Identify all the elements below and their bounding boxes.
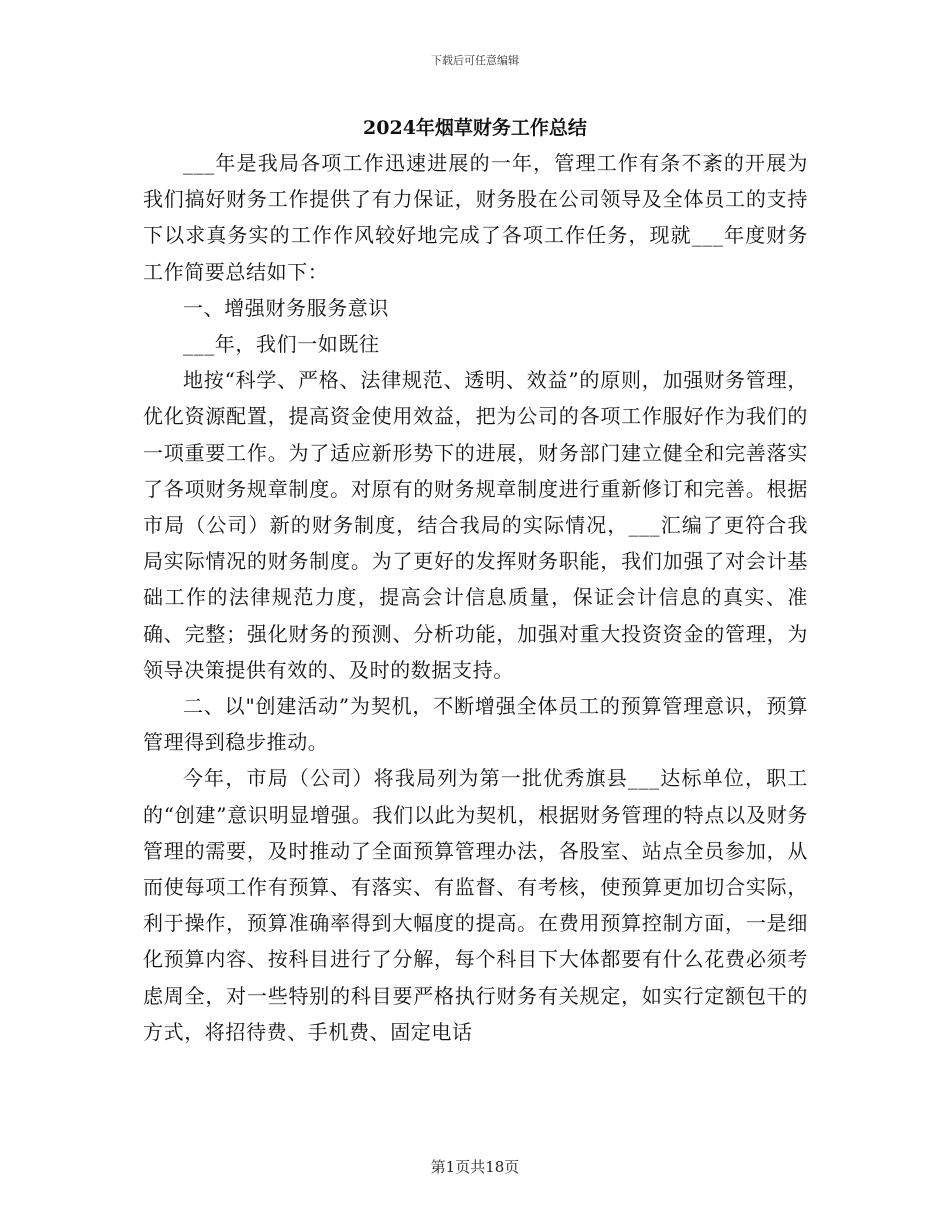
paragraph-section-1-body: 地按“科学、严格、法律规范、透明、效益”的原则，加强财务管理，优化资源配置，提高资金使用效益，把为公司的各项工作服好作为我们的一项重要工作。为了适应新形势下的进展，财务部门建立健全和完善落实了各项财务规章制度。对原有的财务规章制度进行重新修订和完善。根据市局（公司）新的财务制度，结合我局的实际情况，___汇编了更符合我局实际情况的财务制度。为了更好的发挥财务职能，我们加强了对会计基础工作的法律规范力度，提高会计信息质量，保证会计信息的真实、准确、完整；强化财务的预测、分析功能，加强对重大投资资金的管理，为领导决策提供有效的、及时的数据支持。 xyxy=(143,368,808,682)
paragraph-intro: ___年是我局各项工作迅速进展的一年，管理工作有条不紊的开展为我们搞好财务工作提供了有力保证，财务股在公司领导及全体员工的支持下以求真务实的工作作风较好地完成了各项工作任务，现就___年度财务工作简要总结如下： xyxy=(143,151,808,284)
page-header-note: 下载后可任意编辑 xyxy=(431,54,519,67)
paragraph-section-2-body: 今年，市局（公司）将我局列为第一批优秀旗县___达标单位，职工的“创建”意识明显增强。我们以此为契机，根据财务管理的特点以及财务管理的需要，及时推动了全面预算管理办法，各股室、站点全员参加，从而使每项工作有预算、有落实、有监督、有考核，使预算更加切合实际，利于操作，预算准确率得到大幅度的提高。在费用预算控制方面，一是细化预算内容、按科目进行了分解，每个科目下大体都要有什么花费必须考虑周全，对一些特别的科目要严格执行财务有关规定，如实行定额包干的方式，将招待费、手机费、固定电话 xyxy=(143,766,808,1044)
document-body xyxy=(143,145,808,1050)
document-title: 2024年烟草财务工作总结 xyxy=(363,117,587,139)
page-number-indicator: 第1页共18页 xyxy=(430,1158,520,1176)
section-heading-1: 一、增强财务服务意识 xyxy=(183,295,389,320)
section-heading-2: 二、以"创建活动”为契机，不断增强全体员工的预算管理意识，预算管理得到稳步推动。 xyxy=(143,694,808,755)
paragraph-section-1-lead: ___年，我们一如既往 xyxy=(183,332,380,357)
